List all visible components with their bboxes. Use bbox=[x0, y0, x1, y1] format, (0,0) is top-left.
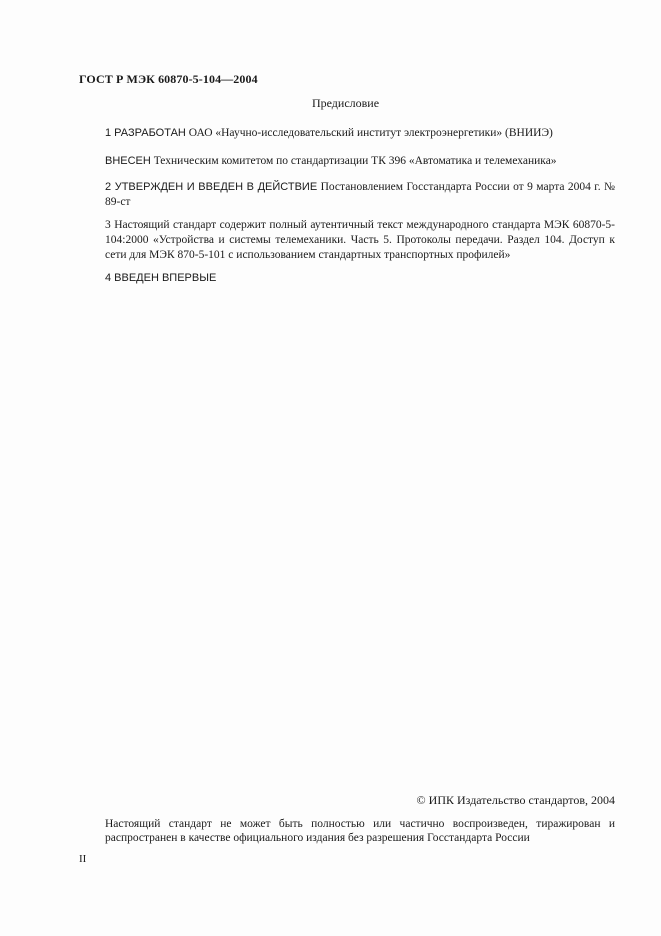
paragraph-text: 3 Настоящий стандарт содержит полный аутентичный текст международного стандарта МЭК 60870-5-104:2000 «Устройства и системы телемеханики. Часть 5. Протоколы передачи. Раздел 104. Доступ к сети для МЭК 870-5-101 с использованием стандартных транспортных профилей» bbox=[105, 219, 615, 261]
copyright-line: © ИПК Издательство стандартов, 2004 bbox=[416, 793, 615, 807]
paragraph-approved bbox=[79, 180, 615, 210]
reproduction-notice bbox=[79, 817, 615, 845]
paragraph-lead: 4 ВВЕДЕН ВПЕРВЫЕ bbox=[105, 272, 217, 284]
paragraph-text: Техническим комитетом по стандартизации ТК 396 «Автоматика и телемеханика» bbox=[150, 155, 557, 167]
paragraph-lead: 1 РАЗРАБОТАН bbox=[105, 127, 186, 139]
paragraph-lead: ВНЕСЕН bbox=[105, 155, 151, 167]
page-title: Предисловие bbox=[311, 96, 380, 110]
paragraph-first-introduced bbox=[79, 271, 615, 286]
notice-text: Настоящий стандарт не может быть полностью или частично воспроизведен, тиражирован и распространен в качестве официального издания без разрешения Госстандарта России bbox=[105, 818, 615, 844]
paragraph-content bbox=[79, 218, 615, 263]
paragraph-developed bbox=[79, 126, 615, 141]
standard-header: ГОСТ Р МЭК 60870-5-104—2004 bbox=[79, 72, 258, 86]
paragraph-lead: 2 УТВЕРЖДЕН И ВВЕДЕН В ДЕЙСТВИЕ bbox=[105, 181, 318, 193]
paragraph-text: ОАО «Научно-исследовательский институт электроэнергетики» (ВНИИЭ) bbox=[185, 127, 553, 139]
page-number: II bbox=[79, 853, 87, 865]
paragraph-introduced bbox=[79, 154, 615, 169]
paragraph-text: Постановлением Госстандарта России от 9 марта 2004 г. № 89-ст bbox=[105, 181, 615, 208]
